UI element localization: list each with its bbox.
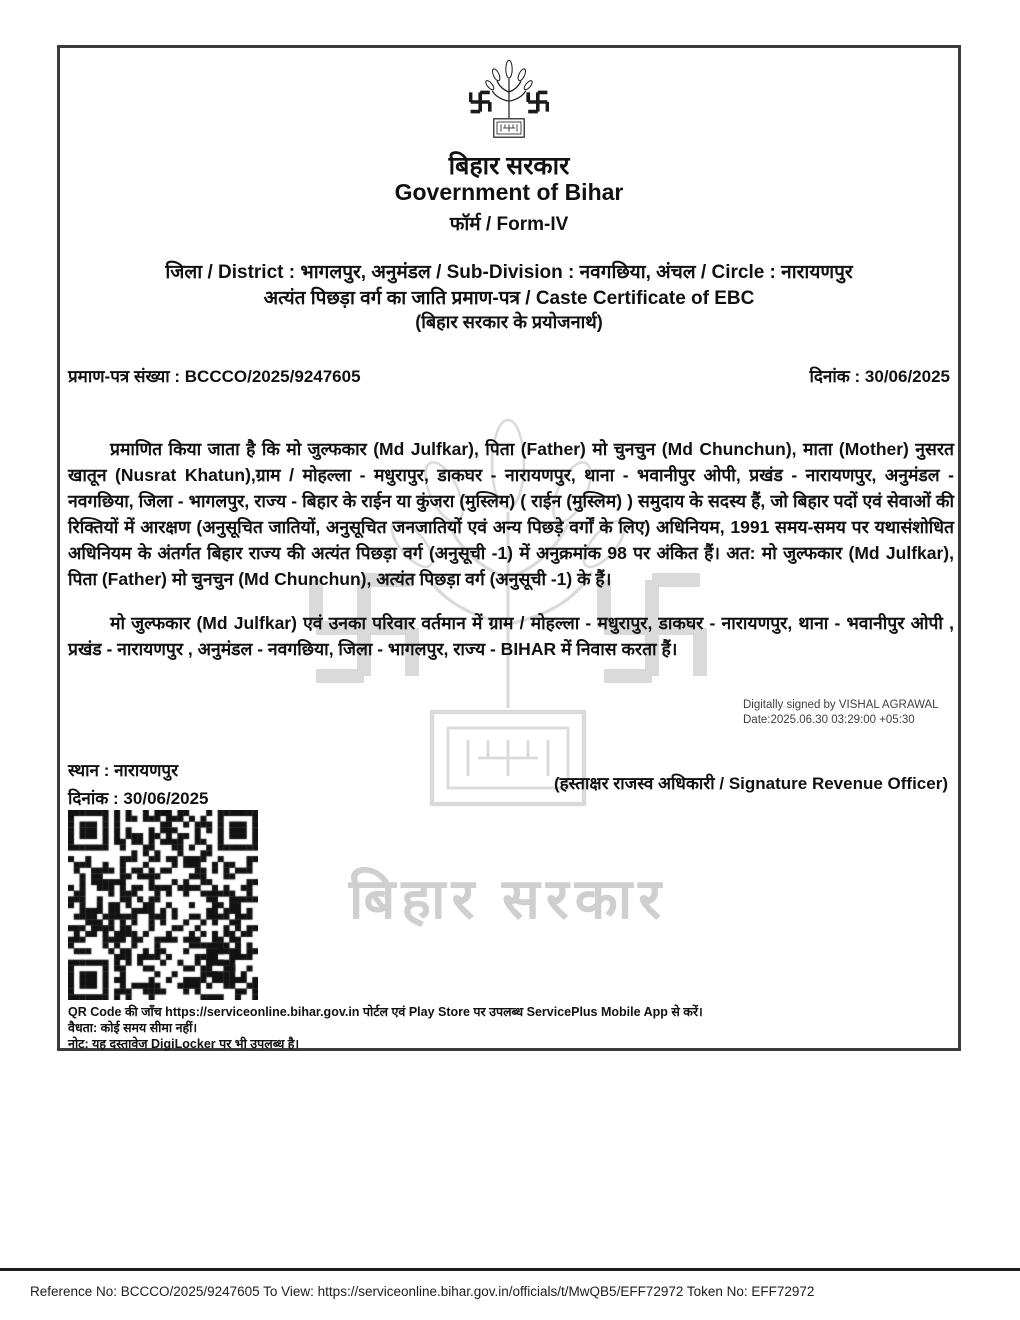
purpose-line: (बिहार सरकार के प्रयोजनार्थ)	[415, 312, 603, 332]
qr-code	[68, 810, 258, 1000]
digital-signature-line2: Date:2025.06.30 03:29:00 +05:30	[743, 714, 915, 726]
digilocker-note: नोट: यह दस्तावेज DigiLocker पर भी उपलब्ध है।	[68, 1037, 300, 1051]
signature-officer-label: (हस्ताक्षर राजस्व अधिकारी / Signature Revenue Officer)	[553, 774, 948, 793]
signature-date: दिनांक : 30/06/2025	[68, 789, 209, 808]
certificate-number: प्रमाण-पत्र संख्या : BCCCO/2025/9247605	[68, 367, 361, 386]
digital-signature-note	[743, 698, 939, 728]
validity-note: वैधता: कोई समय सीमा नहीं।	[68, 1021, 198, 1035]
org-name-hindi: बिहार सरकार	[448, 152, 570, 180]
watermark-text: बिहार सरकार	[348, 867, 668, 930]
state-emblem-icon	[469, 54, 549, 155]
certificate-frame	[57, 45, 961, 1051]
reference-line: Reference No: BCCCO/2025/9247605 To View: https://serviceonline.bihar.gov.in/officials/t/MwQB5/EFF72972 Token No: EFF72972	[30, 1284, 815, 1299]
digital-signature-line1: Digitally signed by VISHAL AGRAWAL	[743, 699, 939, 711]
meta-row	[68, 364, 950, 387]
place-label: स्थान : नारायणपुर	[68, 761, 179, 780]
residence-paragraph: मो जुल्फकार (Md Julfkar) एवं उनका परिवार वर्तमान में ग्राम / मोहल्ला - मधुरापुर, डाकघर - नारायणपुर, थाना - भवानीपुर ओपी , प्रखंड - नारायणपुर , अनुमंडल - नवगछिया, जिला - भागलपुर, राज्य - BIHAR में निवास करता हैं।	[68, 613, 954, 659]
district-line: जिला / District : भागलपुर, अनुमंडल / Sub-Division : नवगछिया, अंचल / Circle : नारायणपुर	[165, 262, 853, 283]
certificate-body-paragraph: प्रमाणित किया जाता है कि मो जुल्फकार (Md Julfkar), पिता (Father) मो चुनचुन (Md Chunchun), माता (Mother) नुसरत खातून (Nusrat Khatun),ग्राम / मोहल्ला - मधुरापुर, डाकघर - नारायणपुर, थाना - भवानीपुर ओपी, प्रखंड - नारायणपुर, अनुमंडल - नवगछिया, जिला - भागलपुर, राज्य - बिहार के राईन या कुंजरा (मुस्लिम) ( राईन (मुस्लिम) ) समुदाय के सदस्य हैं, जो बिहार पदों एवं सेवाओं की रिक्तियों में आरक्षण (अनुसूचित जातियों, अनुसूचित जनजातियों एवं अन्य पिछड़े वर्गों के लिए) अधिनियम, 1991 समय-समय पर यथासंशोधित अधिनियम के अंतर्गत बिहार राज्य की अत्यंत पिछड़ा वर्ग (अनुसूची -1) में अनुक्रमांक 98 पर अंकित हैं। अत: मो जुल्फकार (Md Julfkar), पिता (Father) मो चुनचुन (Md Chunchun), अत्यंत पिछड़ा वर्ग (अनुसूची -1) के हैं।	[68, 439, 954, 589]
footer-separator	[0, 1268, 1020, 1271]
org-name-english: Government of Bihar	[394, 179, 624, 205]
form-title: फॉर्म / Form-IV	[449, 214, 569, 235]
issue-date: दिनांक : 30/06/2025	[809, 367, 950, 386]
qr-note: QR Code की जाँच https://serviceonline.bihar.gov.in पोर्टल एवं Play Store पर उपलब्ध ServicePlus Mobile App से करें।	[68, 1005, 703, 1019]
notes-block	[68, 1004, 703, 1052]
certificate-title: अत्यंत पिछड़ा वर्ग का जाति प्रमाण-पत्र / Caste Certificate of EBC	[263, 288, 755, 309]
